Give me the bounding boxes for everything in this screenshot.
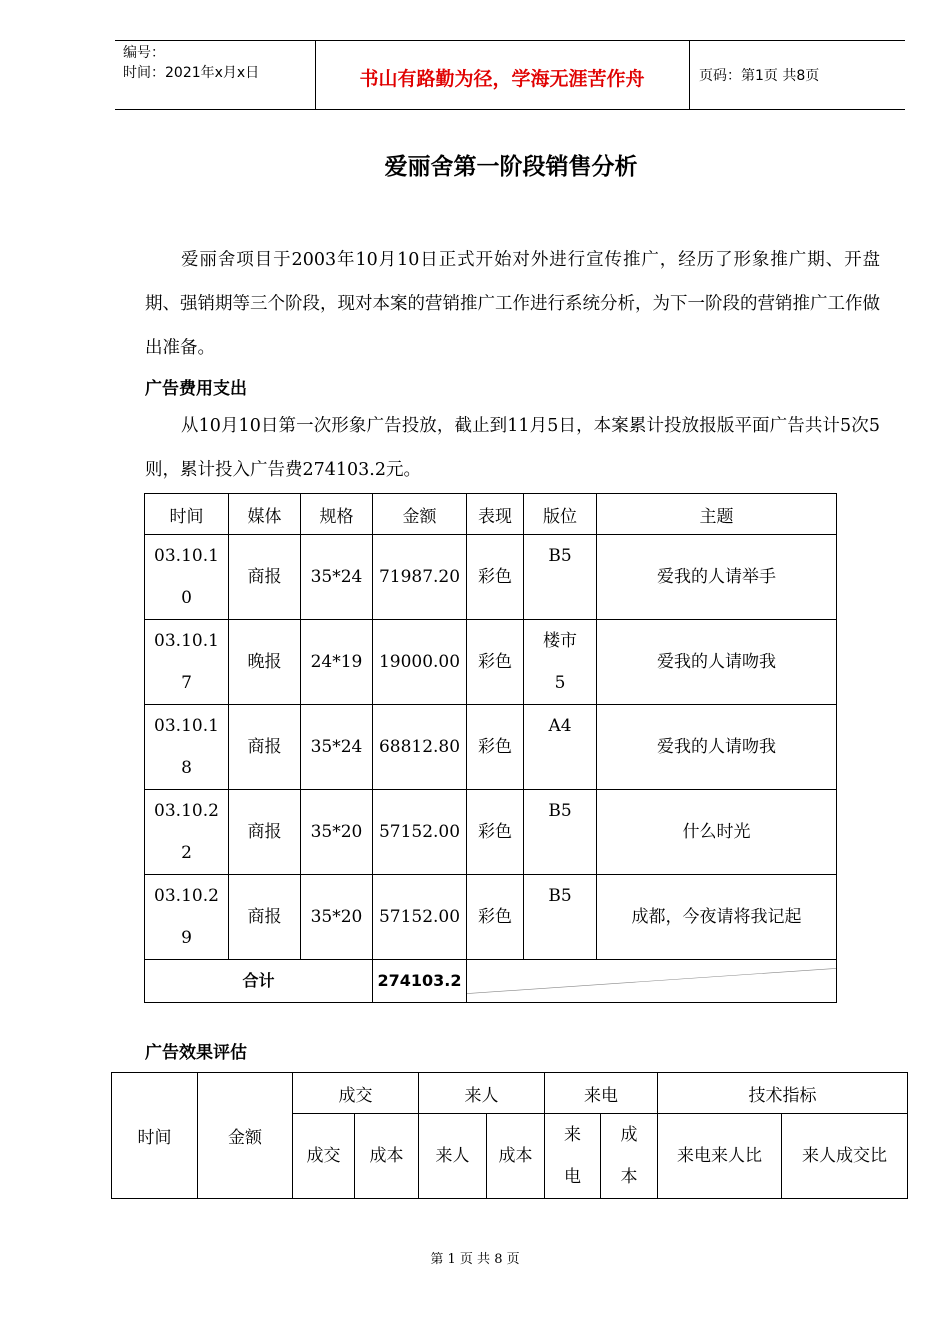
section-heading-ad-cost: 广告费用支出 — [145, 379, 247, 399]
sub-header: 成本 — [487, 1114, 545, 1199]
intro-paragraph: 爱丽舍项目于2003年10月10日正式开始对外进行宣传推广，经历了形象推广期、开盘期、强销期等三个阶段，现对本案的营销推广工作进行系统分析，为下一阶段的营销推广工作做出准备。 — [145, 250, 880, 358]
ad-cost-paragraph: 从10月10日第一次形象广告投放，截止到11月5日，本案累计投放报版平面广告共计5次5则，累计投入广告费274103.2元。 — [145, 416, 880, 480]
cell-theme: 爱我的人请吻我 — [597, 620, 837, 705]
cell-style: 彩色 — [467, 620, 524, 705]
table-row — [145, 535, 837, 620]
page-footer: 第 1 页 共 8 页 — [430, 1252, 520, 1267]
section-heading-ad-effect: 广告效果评估 — [145, 1043, 247, 1063]
table-row — [145, 620, 837, 705]
cell-date: 03.10.18 — [145, 705, 229, 790]
sub-header: 来电 — [545, 1114, 601, 1199]
cell-position: 楼市5 — [524, 620, 597, 705]
cell-media: 商报 — [229, 535, 301, 620]
col-header: 主题 — [597, 494, 837, 535]
page-header — [115, 40, 905, 110]
cell-position: B5 — [524, 790, 597, 875]
header-divider — [689, 41, 690, 109]
sub-header: 来电来人比 — [658, 1114, 782, 1199]
total-row — [145, 960, 837, 1003]
group-header-calls: 来电 — [545, 1073, 658, 1114]
diagonal-line — [467, 960, 836, 1002]
time-label: 时间：2021年x月x日 — [123, 65, 260, 81]
cell-media: 晚报 — [229, 620, 301, 705]
sub-header: 成交 — [293, 1114, 355, 1199]
total-label: 合计 — [145, 960, 373, 1003]
col-header: 表现 — [467, 494, 524, 535]
cell-amount: 68812.80 — [373, 705, 467, 790]
total-value: 274103.2 — [373, 960, 467, 1003]
cell-date: 03.10.29 — [145, 875, 229, 960]
cell-date: 03.10.17 — [145, 620, 229, 705]
cell-theme: 成都，今夜请将我记起 — [597, 875, 837, 960]
col-header: 金额 — [373, 494, 467, 535]
cell-date: 03.10.22 — [145, 790, 229, 875]
table-row — [145, 705, 837, 790]
sub-header: 来人 — [419, 1114, 487, 1199]
cell-theme: 爱我的人请吻我 — [597, 705, 837, 790]
col-header: 媒体 — [229, 494, 301, 535]
header-page-label: 页码：第1页 共8页 — [699, 68, 820, 84]
cell-size: 24*19 — [301, 620, 373, 705]
empty-diagonal-cell — [467, 960, 837, 1003]
header-meta — [123, 43, 313, 83]
cell-media: 商报 — [229, 790, 301, 875]
cell-size: 35*24 — [301, 705, 373, 790]
cell-style: 彩色 — [467, 705, 524, 790]
cell-size: 35*20 — [301, 790, 373, 875]
serial-label: 编号： — [123, 45, 165, 61]
group-header-deal: 成交 — [293, 1073, 419, 1114]
ad-effect-table — [111, 1072, 908, 1199]
col-header: 规格 — [301, 494, 373, 535]
cell-theme: 爱我的人请举手 — [597, 535, 837, 620]
cell-media: 商报 — [229, 705, 301, 790]
cell-media: 商报 — [229, 875, 301, 960]
table-header-row — [145, 494, 837, 535]
cell-position: B5 — [524, 875, 597, 960]
cell-theme: 什么时光 — [597, 790, 837, 875]
table-row — [145, 875, 837, 960]
table-row — [145, 790, 837, 875]
cell-amount: 57152.00 — [373, 875, 467, 960]
cell-position: B5 — [524, 535, 597, 620]
cell-size: 35*24 — [301, 535, 373, 620]
col-header: 时间 — [145, 494, 229, 535]
cell-style: 彩色 — [467, 790, 524, 875]
cell-amount: 57152.00 — [373, 790, 467, 875]
group-header-visitors: 来人 — [419, 1073, 545, 1114]
cell-position: A4 — [524, 705, 597, 790]
sub-header: 成本 — [355, 1114, 419, 1199]
cell-date: 03.10.10 — [145, 535, 229, 620]
ad-spend-table — [144, 493, 837, 1003]
sub-header: 来人成交比 — [782, 1114, 908, 1199]
col-header-time: 时间 — [112, 1073, 198, 1199]
document-title: 爱丽舍第一阶段销售分析 — [384, 154, 638, 180]
cell-size: 35*20 — [301, 875, 373, 960]
header-motto: 书山有路勤为径，学海无涯苦作舟 — [359, 68, 645, 90]
group-header-tech: 技术指标 — [658, 1073, 908, 1114]
cell-style: 彩色 — [467, 535, 524, 620]
col-header: 版位 — [524, 494, 597, 535]
cell-style: 彩色 — [467, 875, 524, 960]
cell-amount: 19000.00 — [373, 620, 467, 705]
table-header-row — [112, 1073, 908, 1114]
sub-header: 成本 — [601, 1114, 658, 1199]
cell-amount: 71987.20 — [373, 535, 467, 620]
col-header-amount: 金额 — [198, 1073, 293, 1199]
